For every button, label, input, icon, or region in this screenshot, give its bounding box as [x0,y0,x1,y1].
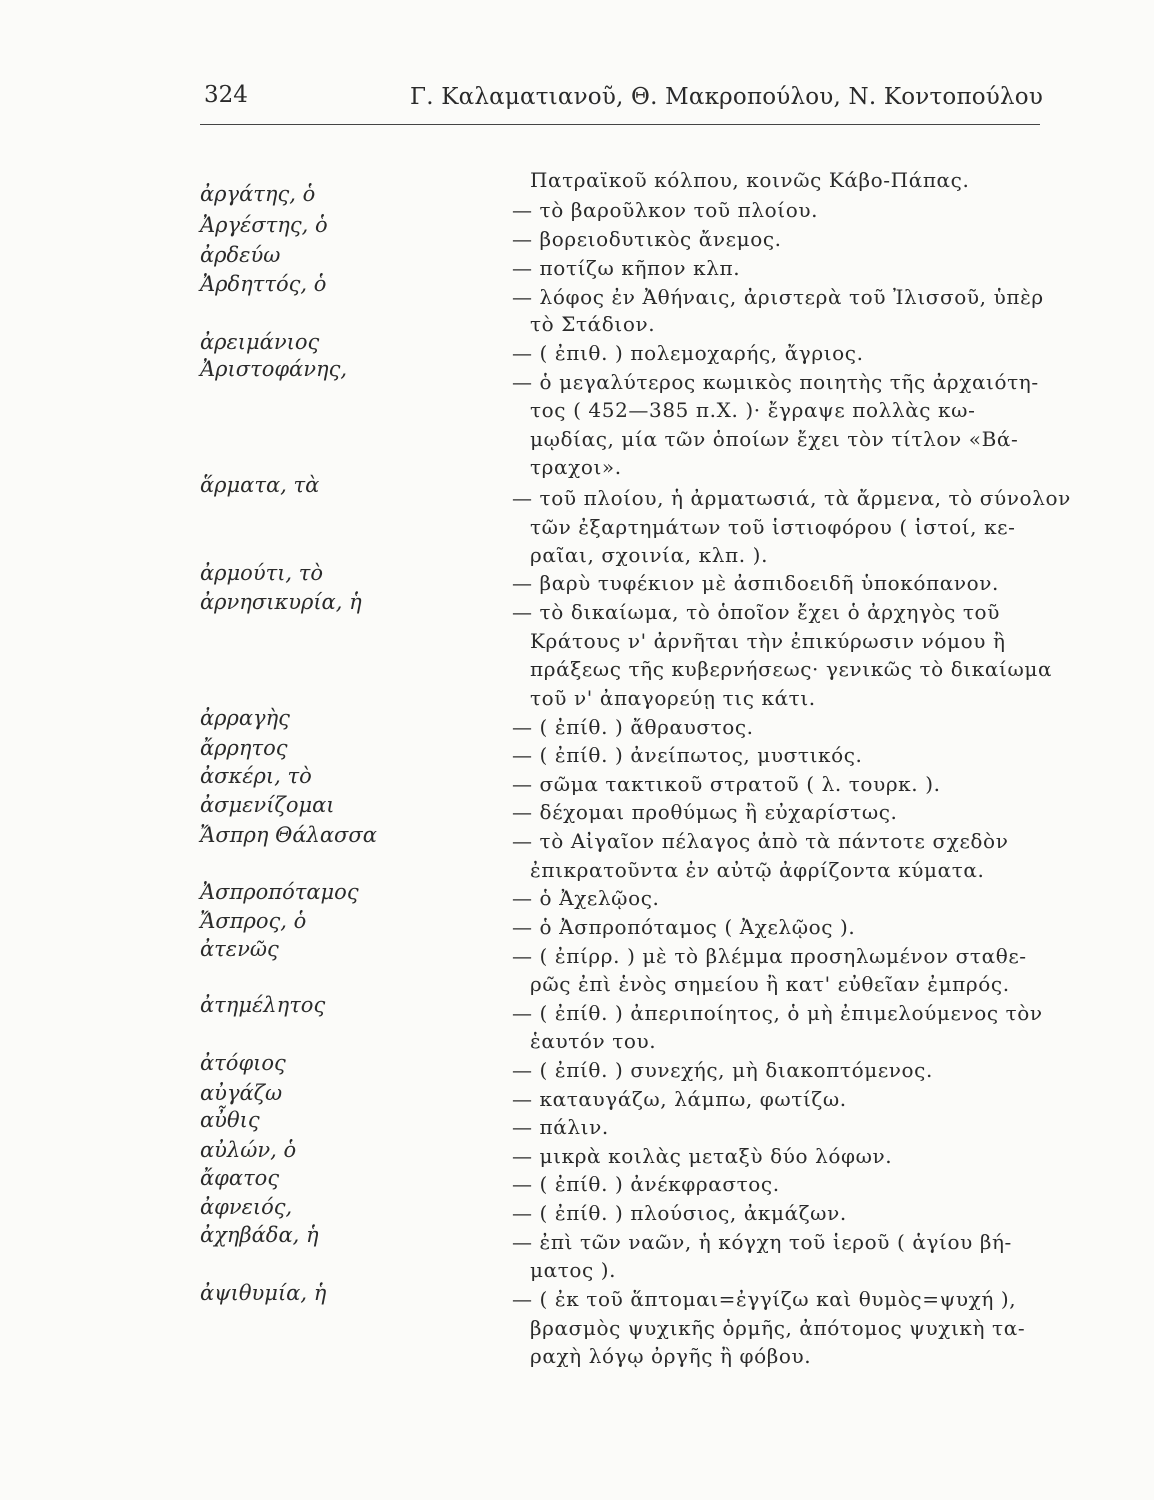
headword: ἀρνησικυρία, ἡ [200,590,362,614]
definition-line: ἐπικρατοῦντα ἐν αὐτῷ ἀφρίζοντα κύματα. [530,858,985,882]
definition-line: τοῦ ν' ἀπαγορεύῃ τις κάτι. [530,686,816,710]
headword: Ἀριστοφάνης, [200,357,348,381]
definition-line: ραχὴ λόγῳ ὀργῆς ἢ φόβου. [530,1344,812,1368]
definition-line: — τὸ βαροῦλκον τοῦ πλοίου. [512,198,819,222]
headword: ἀσκέρι, τὸ [200,764,312,788]
headword: ἀφνειός, [200,1195,293,1219]
headword: αὐγάζω [200,1081,283,1105]
definition-line: — ( ἐπίθ. ) ἄθραυστος. [512,715,754,739]
definition-line: ματος ). [530,1258,617,1282]
definition-line: — ὁ Ἀσπροπόταμος ( Ἀχελῷος ). [512,915,856,939]
headword: ἄφατος [200,1166,280,1190]
definition-line: — ποτίζω κῆπον κλπ. [512,256,741,280]
definition-line: τος ( 452—385 π.Χ. )· ἔγραψε πολλὰς κω- [530,398,976,422]
headword: ἀτημέλητος [200,993,326,1017]
headword: ἀτενῶς [200,937,279,961]
headword: ἀρμούτι, τὸ [200,561,324,585]
headword: Ἄσπρος, ὁ [200,909,307,933]
definition-line: — ( ἐπίθ. ) ἀνείπωτος, μυστικός. [512,743,863,767]
definition-line: Πατραϊκοῦ κόλπου, κοινῶς Κάβο-Πάπας. [530,168,970,192]
definition-line: βρασμὸς ψυχικῆς ὁρμῆς, ἀπότομος ψυχικὴ τα- [530,1316,1026,1340]
headword: ἀτόφιος [200,1051,286,1075]
definition-line: τὸ Στάδιον. [530,312,656,336]
definition-line: — ( ἐπίρρ. ) μὲ τὸ βλέμμα προσηλωμένον σταθε- [512,944,1027,968]
headword: Ἀργέστης, ὁ [200,213,328,237]
definition-line: ρῶς ἐπὶ ἑνὸς σημείου ἢ κατ' εὐθεῖαν ἐμπρός. [530,972,1010,996]
headword: Ἀρδηττός, ὁ [200,272,327,296]
definition-line: — δέχομαι προθύμως ἢ εὐχαρίστως. [512,800,898,824]
definition-line: μῳδίας, μία τῶν ὁποίων ἔχει τὸν τίτλον «Βά- [530,427,1019,451]
definition-line: — ( ἐπιθ. ) πολεμοχαρής, ἄγριος. [512,341,864,365]
page-header [200,82,1043,122]
headword: Ἀσπροπόταμος [200,880,359,904]
running-head: Γ. Καλαματιανοῦ, Θ. Μακροπούλου, Ν. Κοντοπούλου [410,84,1043,110]
headword: ἀργάτης, ὁ [200,182,316,206]
headword: ἅρματα, τὰ [200,473,320,497]
header-rule [200,124,1040,125]
definition-line: — καταυγάζω, λάμπω, φωτίζω. [512,1087,847,1111]
definition-line: Κράτους ν' ἀρνῆται τὴν ἐπικύρωσιν νόμου ἢ [530,629,1006,653]
definition-line: — ὁ Ἀχελῷος. [512,886,660,910]
definition-line: — ὁ μεγαλύτερος κωμικὸς ποιητὴς τῆς ἀρχαιότη- [512,370,1039,394]
headword: αὖθις [200,1108,260,1132]
definition-line: — τοῦ πλοίου, ἡ ἀρματωσιά, τὰ ἄρμενα, τὸ σύνολον [512,486,1071,510]
headword: ἀρραγὴς [200,706,290,730]
definition-line: — ( ἐκ τοῦ ἅπτομαι=ἐγγίζω καὶ θυμὸς=ψυχή ), [512,1287,1017,1311]
definition-line: — ( ἐπίθ. ) ἀπεριποίητος, ὁ μὴ ἐπιμελούμενος τὸν [512,1001,1043,1025]
definition-line: ἑαυτόν του. [530,1029,657,1053]
definition-line: — βορειοδυτικὸς ἄνεμος. [512,227,782,251]
headword: ἄρρητος [200,736,288,760]
headword: Ἄσπρη Θάλασσα [200,823,377,847]
headword: ἀρδεύω [200,243,281,267]
definition-line: — πάλιν. [512,1115,609,1139]
definition-line: — ( ἐπίθ. ) συνεχής, μὴ διακοπτόμενος. [512,1058,933,1082]
definition-line: — ἐπὶ τῶν ναῶν, ἡ κόγχη τοῦ ἱεροῦ ( ἁγίου βή- [512,1230,1012,1254]
definition-line: — βαρὺ τυφέκιον μὲ ἀσπιδοειδῆ ὑποκόπανον. [512,571,999,595]
headword: ἀρειμάνιος [200,330,320,354]
definition-line: — σῶμα τακτικοῦ στρατοῦ ( λ. τουρκ. ). [512,772,941,796]
definition-line: — ( ἐπίθ. ) πλούσιος, ἀκμάζων. [512,1201,847,1225]
definition-line: πράξεως τῆς κυβερνήσεως· γενικῶς τὸ δικαίωμα [530,657,1053,681]
definition-line: — τὸ Αἰγαῖον πέλαγος ἀπὸ τὰ πάντοτε σχεδὸν [512,829,1009,853]
page-number: 324 [204,82,248,108]
headword: ἀψιθυμία, ἡ [200,1281,327,1305]
definition-line: — λόφος ἐν Ἀθήναις, ἀριστερὰ τοῦ Ἰλισσοῦ, ὑπὲρ [512,285,1044,309]
definition-line: — ( ἐπίθ. ) ἀνέκφραστος. [512,1172,780,1196]
headword: ἀχηβάδα, ἡ [200,1223,319,1247]
definition-line: τραχοι». [530,455,622,479]
headword: αὐλών, ὁ [200,1138,297,1162]
definition-line: ραῖαι, σχοινία, κλπ. ). [530,543,769,567]
headword: ἀσμενίζομαι [200,793,335,817]
definition-line: — τὸ δικαίωμα, τὸ ὁποῖον ἔχει ὁ ἀρχηγὸς τοῦ [512,600,1000,624]
definition-line: — μικρὰ κοιλὰς μεταξὺ δύο λόφων. [512,1144,893,1168]
definition-line: τῶν ἐξαρτημάτων τοῦ ἱστιοφόρου ( ἱστοί, κε- [530,515,1016,539]
